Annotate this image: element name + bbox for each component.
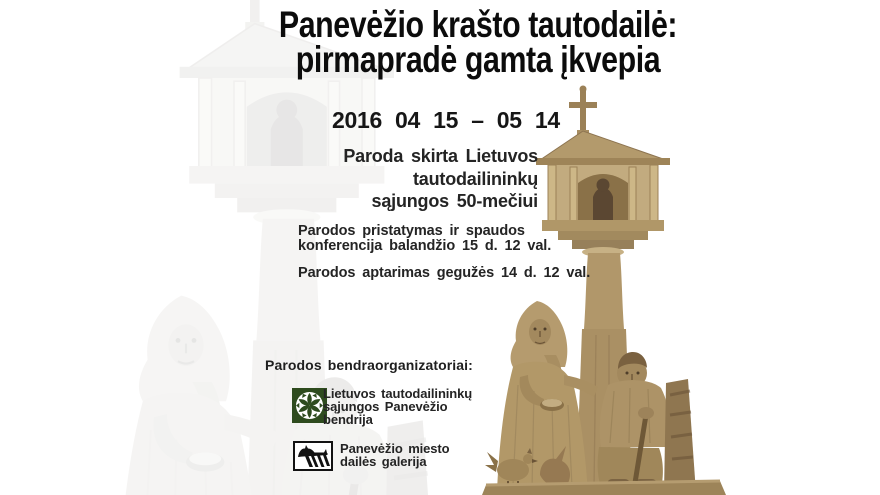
organizer-1-line: bendrija <box>323 411 373 427</box>
organizer-2-name <box>340 443 450 469</box>
organizer-1-line: sąjungos Panevėžio <box>323 398 448 414</box>
page-title <box>76 4 880 80</box>
rosette-icon <box>292 388 327 423</box>
event-press-line: Parodos pristatymas ir spaudos <box>298 223 525 239</box>
dedication-block <box>0 145 538 213</box>
organizer-1-line: Lietuvos tautodailininkų <box>323 386 473 401</box>
event-press-line: konferencija balandžio 15 d. 12 val. <box>298 237 552 254</box>
dedication-line: Paroda skirta Lietuvos <box>343 146 538 166</box>
dedication-line: tautodailininkų <box>413 168 538 189</box>
organizer-1-name <box>323 388 472 426</box>
organizers-heading: Parodos bendraorganizatoriai: <box>265 357 473 373</box>
event-press-conference <box>298 224 551 253</box>
horse-icon <box>293 441 333 471</box>
event-closing-discussion: Parodos aptarimas gegužės 14 d. 12 val. <box>298 265 591 281</box>
organizer-2-line: Panevėžio miesto <box>340 441 450 456</box>
dedication-line: sąjungos 50-mečiui <box>371 191 538 211</box>
title-line-1: Panevėžio krašto tautodailė: <box>278 4 678 45</box>
organizer-2-line: dailės galerija <box>340 453 427 469</box>
title-line-2: pirmapradė gamta įkvepia <box>295 39 661 80</box>
exhibition-dates: 2016 04 15 – 05 14 <box>332 107 560 133</box>
